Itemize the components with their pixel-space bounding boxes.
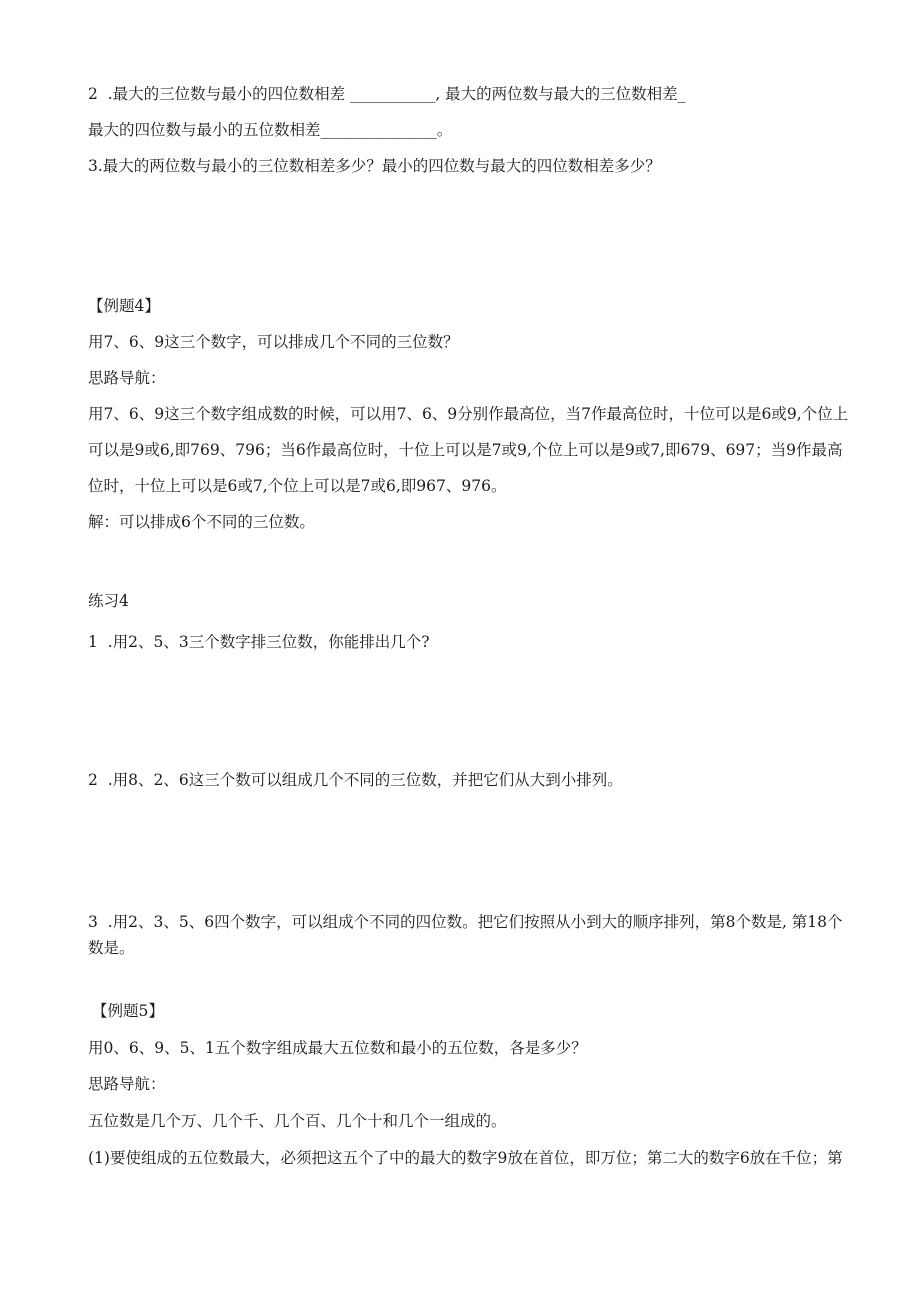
practice-4-question-3-line-1: 3 .用2、3、5、6四个数字，可以组成个不同的四位数。把它们按照从小到大的顺序排列，第8个数是, 第18个 xyxy=(88,913,843,931)
example-4-heading: 【例题4】 xyxy=(88,297,160,315)
example-4-explanation-line-3: 位时，十位上可以是6或7,个位上可以是7或6,即967、976。 xyxy=(88,477,507,495)
question-3: 3.最大的两位数与最小的三位数相差多少？最小的四位数与最大的四位数相差多少？ xyxy=(88,157,661,175)
practice-4-question-1: 1 .用2、5、3三个数字排三位数，你能排出几个? xyxy=(88,633,430,651)
example-4-solution: 解：可以排成6个不同的三位数。 xyxy=(88,513,315,531)
example-5-question: 用0、6、9、5、1五个数字组成最大五位数和最小的五位数，各是多少？ xyxy=(88,1039,587,1057)
example-5-explanation-line-2: (1)要使组成的五位数最大，必须把这五个了中的最大的数字9放在首位，即万位；第二大的数字6放在千位；第 xyxy=(88,1149,843,1167)
example-5-explanation-line-1: 五位数是几个万、几个千、几个百、几个十和几个一组成的。 xyxy=(88,1112,507,1130)
example-4-question: 用7、6、9这三个数字，可以排成几个不同的三位数？ xyxy=(88,333,459,351)
example-5-hint-label: 思路导航： xyxy=(88,1075,166,1093)
example-4-explanation-line-1: 用7、6、9这三个数字组成数的时候，可以用7、6、9分别作最高位，当7作最高位时，十位可以是6或9,个位上 xyxy=(88,405,849,423)
practice-4-question-2: 2 .用8、2、6这三个数可以组成几个不同的三位数，并把它们从大到小排列。 xyxy=(88,771,623,789)
example-4-hint-label: 思路导航： xyxy=(88,369,166,387)
practice-4-question-3-line-2: 数是。 xyxy=(88,939,135,957)
example-4-explanation-line-2: 可以是9或6,即769、796；当6作最高位时，十位上可以是7或9,个位上可以是9或7,即679、697；当9作最高 xyxy=(88,441,843,459)
example-5-heading: 【例题5】 xyxy=(92,1002,164,1020)
practice-4-heading: 练习4 xyxy=(88,592,129,610)
question-2-line-1: 2 .最大的三位数与最小的四位数相差 ___________, 最大的两位数与最大的三位数相差_ xyxy=(88,85,686,103)
question-2-line-2: 最大的四位数与最小的五位数相差_______________。 xyxy=(88,121,453,139)
